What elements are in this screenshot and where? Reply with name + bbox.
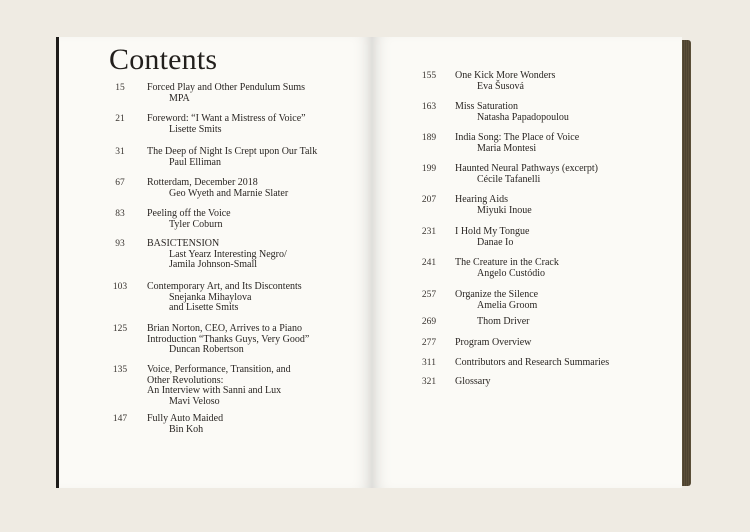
toc-entry-author: and Lisette Smits (169, 302, 239, 313)
toc-entry-author: Maria Montesi (477, 142, 537, 154)
toc-entry-author: Mavi Veloso (169, 395, 220, 407)
toc-page-number: 155 (421, 71, 437, 81)
toc-page-number: 321 (421, 377, 437, 387)
toc-entry-author: Lisette Smits (169, 123, 222, 135)
toc-page-number: 199 (421, 164, 437, 174)
toc-entry-author: Tyler Coburn (169, 218, 223, 230)
toc-entry-author: Danae Io (477, 236, 514, 248)
toc-entry-author: Jamila Johnson-Small (169, 259, 258, 270)
toc-entry-title: Fully Auto Maided (147, 413, 224, 424)
toc-page-number: 147 (112, 414, 128, 424)
toc-entry-title: Forced Play and Other Pendulum Sums (147, 82, 306, 93)
toc-page-number: 135 (112, 365, 128, 375)
toc-entry-title: Contributors and Research Summaries (455, 357, 610, 368)
toc-entry-title: Rotterdam, December 2018 (147, 177, 258, 188)
toc-page-number: 277 (421, 338, 437, 348)
toc-entry-author: Geo Wyeth and Marnie Slater (169, 187, 289, 199)
toc-entry-title: Glossary (455, 376, 491, 387)
toc-entry-title: Organize the Silence (455, 289, 539, 300)
toc-page-number: 231 (421, 227, 437, 237)
toc-entry-author: Bin Koh (169, 423, 204, 435)
toc-page-number: 257 (421, 290, 437, 300)
toc-entry-author: MPA (169, 92, 190, 104)
toc-entry-title: I Hold My Tongue (455, 226, 530, 237)
toc-entry-title: Hearing Aids (455, 194, 509, 205)
toc-entry-title: Miss Saturation (455, 101, 519, 112)
toc-entry-title: Voice, Performance, Transition, and (147, 364, 291, 375)
toc-page-number: 21 (115, 114, 125, 124)
toc-entry-author: Cécile Tafanelli (477, 173, 541, 185)
contents-heading: Contents (109, 43, 218, 76)
toc-entry-title: The Creature in the Crack (455, 257, 559, 268)
toc-page-number: 207 (421, 195, 437, 205)
toc-page-number: 31 (115, 147, 125, 157)
toc-page-number: 269 (421, 317, 437, 327)
toc-page-number: 163 (421, 102, 437, 112)
toc-page-number: 67 (115, 178, 125, 188)
toc-entry-title: BASICTENSION (147, 238, 220, 249)
toc-entry-title: Contemporary Art, and Its Discontents (147, 281, 302, 292)
toc-page-number: 83 (115, 209, 125, 219)
toc-entry-author: Angelo Custódio (477, 267, 546, 279)
toc-entry-title: Program Overview (455, 337, 532, 348)
toc-page-number: 125 (112, 324, 128, 334)
toc-entry-title: Other Revolutions: (147, 374, 224, 386)
toc-entry-title: Haunted Neural Pathways (excerpt) (455, 163, 598, 174)
toc-entry-title: The Deep of Night Is Crept upon Our Talk (147, 146, 318, 157)
toc-page-number: 189 (421, 133, 437, 143)
toc-entry-title: India Song: The Place of Voice (455, 132, 580, 143)
toc-entry-title: Peeling off the Voice (147, 208, 231, 219)
toc-entry-title: Foreword: “I Want a Mistress of Voice” (147, 113, 306, 124)
toc-entry-author: Snejanka Mihaylova (169, 291, 252, 303)
toc-page-number: 103 (112, 282, 128, 292)
toc-page-number: 311 (422, 358, 436, 368)
toc-entry-author: Amelia Groom (477, 299, 538, 311)
toc-page-number: 241 (421, 258, 437, 268)
toc-entry-author: Duncan Robertson (169, 344, 244, 355)
toc-entry-author: Natasha Papadopoulou (477, 111, 569, 123)
toc-entry-title: One Kick More Wonders (455, 70, 556, 81)
toc-page-number: 93 (115, 239, 125, 249)
toc-entry-author: Thom Driver (477, 316, 530, 327)
toc-entry-author: Miyuki Inoue (477, 204, 532, 216)
toc-entry-author: Paul Elliman (169, 156, 221, 168)
toc-entry-title: An Interview with Sanni and Lux (147, 385, 282, 396)
toc-entry-author: Eva Šusová (477, 80, 524, 92)
page-edges (682, 40, 691, 486)
toc-entry-title: Introduction “Thanks Guys, Very Good” (147, 333, 310, 345)
toc-entry-author: Last Yearz Interesting Negro/ (169, 248, 287, 260)
toc-page-number: 15 (115, 83, 125, 93)
toc-entry-title: Brian Norton, CEO, Arrives to a Piano (147, 323, 302, 334)
